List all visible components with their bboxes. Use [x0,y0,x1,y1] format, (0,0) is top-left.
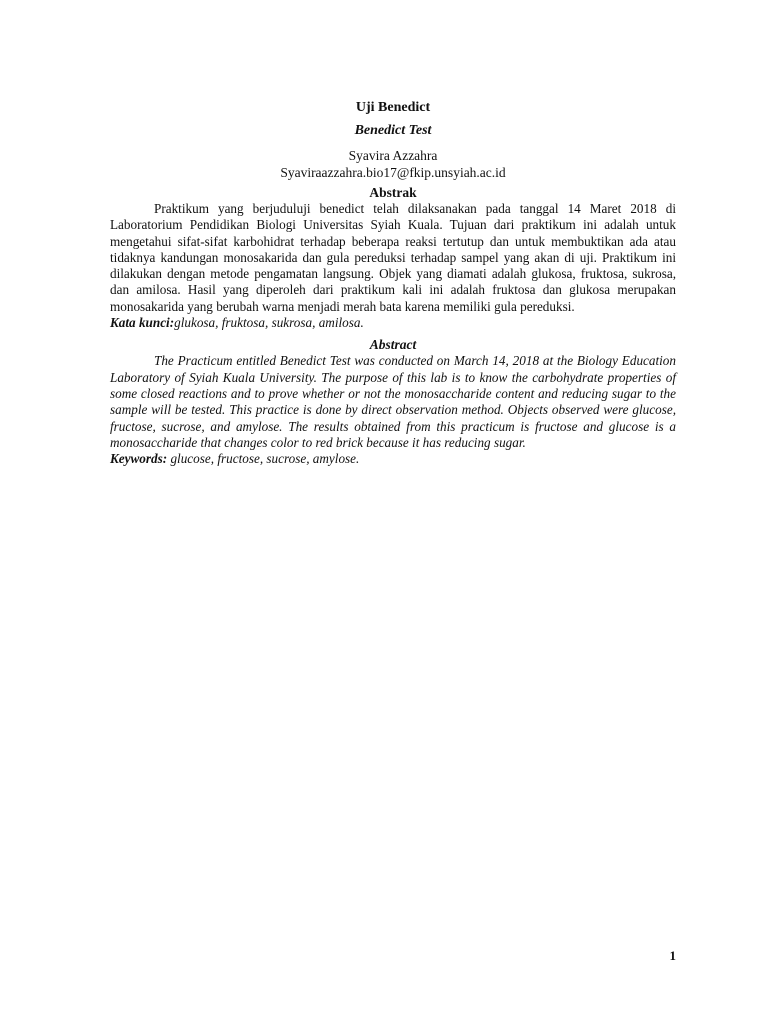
abstract-paragraph: The Practicum entitled Benedict Test was conducted on March 14, 2018 at the Biology Education Laboratory of Syiah Kuala University. The purpose of this lab is to know the carbohydrate properties of some closed reactions and to prove whether or not the monosaccharide content and reducing sugar to the sample will be tested. This practice is done by direct observation method. Objects observed were glucose, fructose, sucrose, and amylose. The results obtained from this practicum is fructose and glucose is a monosaccharide that changes color to red brick because it has reducing sugar. [110,353,676,450]
keywords-line [110,451,676,467]
author-email: Syaviraazzahra.bio17@fkip.unsyiah.ac.id [280,165,506,180]
paper-title: Uji Benedict [355,100,431,115]
kata-kunci-text: glukosa, fruktosa, sukrosa, amilosa. [174,315,364,331]
abstrak-heading: Abstrak [369,185,417,200]
author-name: Syavira Azzahra [348,148,438,163]
page-number: 1 [669,948,676,963]
kata-kunci-line [110,315,676,331]
document-body [110,100,676,467]
keywords-text: glucose, fructose, sucrose, amylose. [167,451,360,467]
abstrak-paragraph: Praktikum yang berjuduluji benedict telah dilaksanakan pada tanggal 14 Maret 2018 di Laboratorium Pendidikan Biologi Universitas Syiah Kuala. Tujuan dari praktikum ini adalah untuk mengetahui sifat-sifat karbohidrat terhadap beberapa reaksi tertutup dan untuk membuktikan ada atau tidaknya kandungan monosakarida dan gula pereduksi terhadap sampel yang akan di uji. Praktikum ini dilakukan dengan metode pengamatan langsung. Objek yang diamati adalah glukosa, fruktosa, sukrosa, dan amilosa. Hasil yang diperoleh dari praktikum kali ini adalah fruktosa dan glukosa merupakan monosakarida yang berubah warna menjadi merah bata karena memiliki gula pereduksi. [110,201,676,314]
keywords-label: Keywords: [110,451,168,467]
kata-kunci-label: Kata kunci: [110,315,175,331]
paper-subtitle: Benedict Test [354,123,432,138]
abstract-heading: Abstract [369,337,417,353]
